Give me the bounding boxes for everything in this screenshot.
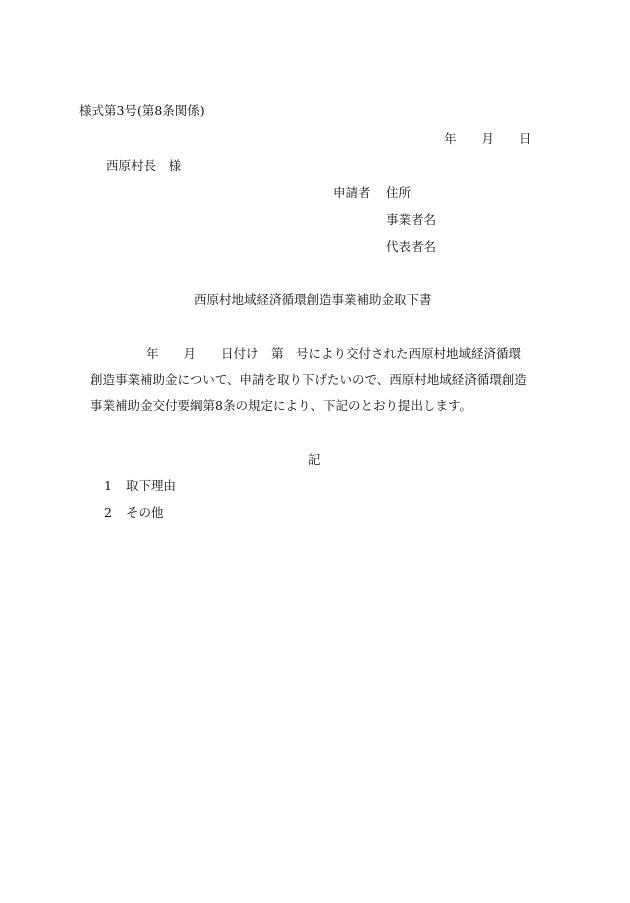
ki-heading: 記	[308, 452, 321, 467]
date-line: 年 月 日	[444, 131, 532, 146]
item-2-number: 2	[104, 505, 112, 520]
item-1-label: 取下理由	[126, 478, 177, 493]
body-line-1: 年 月 日付け 第 号により交付された西原村地域経済循環	[146, 346, 522, 361]
form-label: 様式第3号(第8条関係)	[79, 103, 205, 118]
business-name-label: 事業者名	[386, 212, 437, 227]
body-line-3: 事業補助金交付要綱第8条の規定により、下記のとおり提出します。	[90, 398, 472, 413]
item-2-label: その他	[126, 505, 164, 520]
address-label: 住所	[386, 185, 412, 200]
body-line-2: 創造事業補助金について、申請を取り下げたいので、西原村地域経済循環創造	[90, 372, 527, 387]
document-title: 西原村地域経済循環創造事業補助金取下書	[194, 292, 432, 307]
applicant-heading: 申請者	[333, 185, 371, 200]
item-1-number: 1	[104, 478, 112, 493]
addressee: 西原村長 様	[106, 158, 182, 173]
representative-label: 代表者名	[386, 239, 437, 254]
